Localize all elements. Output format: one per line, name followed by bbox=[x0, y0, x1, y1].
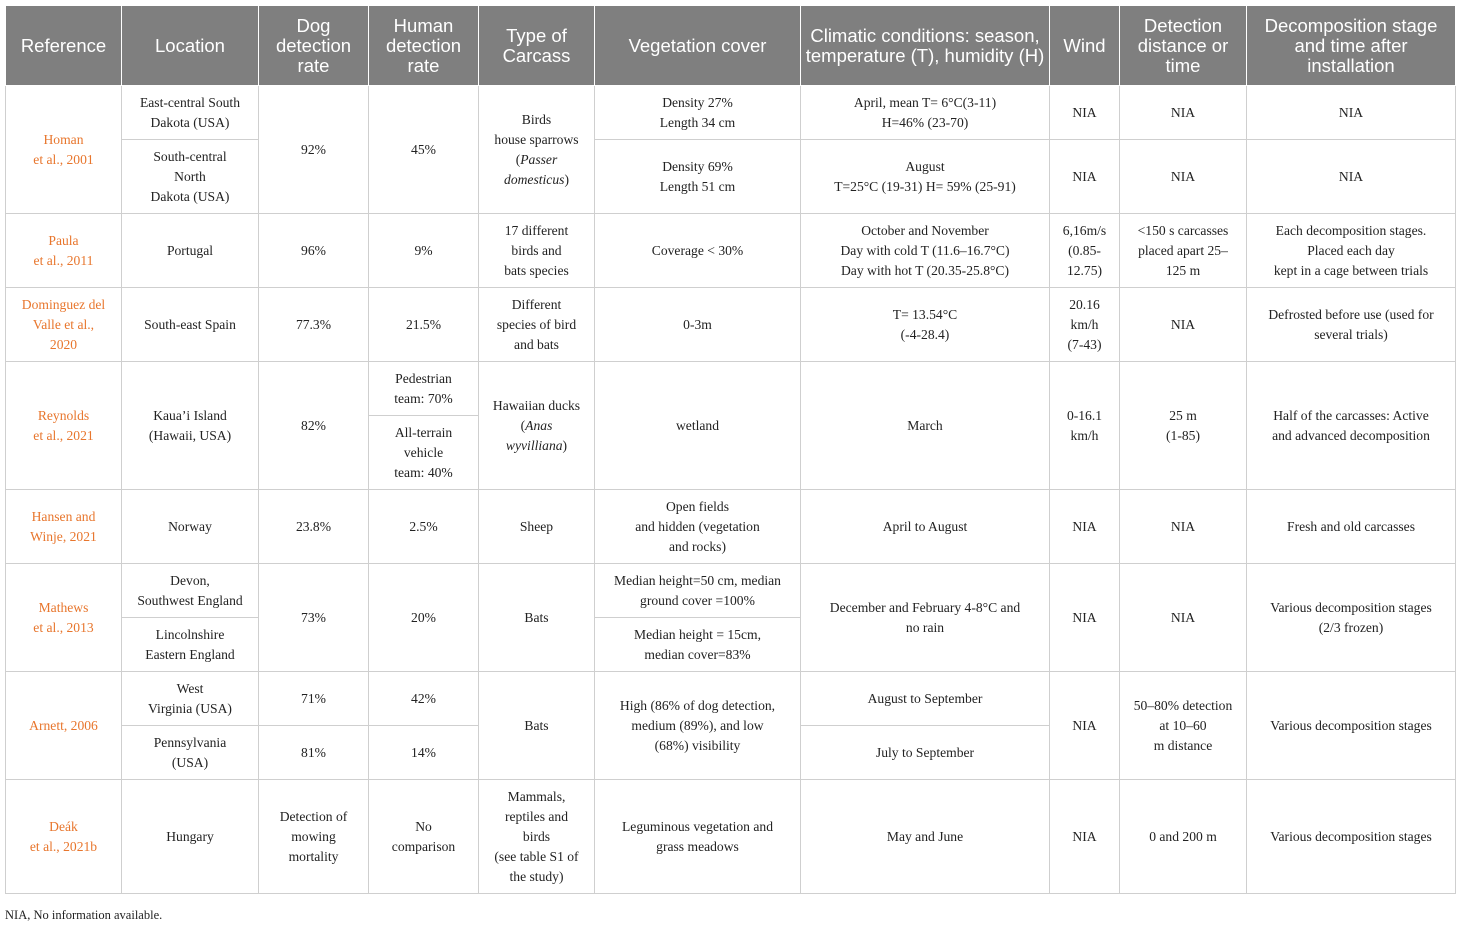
reference-cell: Paula et al., 2011 bbox=[6, 214, 122, 288]
location-cell: Devon, Southwest England bbox=[122, 564, 259, 618]
dog-rate-cell: 92% bbox=[259, 86, 369, 214]
header-reference: Reference bbox=[6, 6, 122, 86]
location-cell: Norway bbox=[122, 490, 259, 564]
header-carcass: Type of Carcass bbox=[479, 6, 595, 86]
reference-cell: Reynolds et al., 2021 bbox=[6, 362, 122, 490]
human-rate-cell: All-terrain vehicle team: 40% bbox=[369, 416, 479, 490]
human-rate-cell: 42% bbox=[369, 672, 479, 726]
header-wind: Wind bbox=[1050, 6, 1120, 86]
header-dog-rate: Dog detection rate bbox=[259, 6, 369, 86]
climate-cell: August T=25°C (19-31) H= 59% (25-91) bbox=[801, 140, 1050, 214]
wind-cell: 0-16.1 km/h bbox=[1050, 362, 1120, 490]
dog-rate-cell: 96% bbox=[259, 214, 369, 288]
dog-rate-cell: 73% bbox=[259, 564, 369, 672]
location-cell: Hungary bbox=[122, 780, 259, 894]
vegetation-cell: 0-3m bbox=[595, 288, 801, 362]
carcass-cell: Hawaiian ducks (Anas wyvilliana) bbox=[479, 362, 595, 490]
carcass-cell: Sheep bbox=[479, 490, 595, 564]
climate-cell: July to September bbox=[801, 726, 1050, 780]
table-row bbox=[6, 288, 1456, 362]
location-cell: South-central North Dakota (USA) bbox=[122, 140, 259, 214]
carcass-cell: Mammals, reptiles and birds (see table S1 of the study) bbox=[479, 780, 595, 894]
reference-cell: Mathews et al., 2013 bbox=[6, 564, 122, 672]
reference-cell: Hansen and Winje, 2021 bbox=[6, 490, 122, 564]
reference-cell: Dominguez del Valle et al., 2020 bbox=[6, 288, 122, 362]
human-rate-cell: 9% bbox=[369, 214, 479, 288]
vegetation-cell: Density 27% Length 34 cm bbox=[595, 86, 801, 140]
decomposition-cell: NIA bbox=[1247, 140, 1456, 214]
human-rate-cell: 2.5% bbox=[369, 490, 479, 564]
table-container bbox=[5, 5, 1455, 894]
table-row bbox=[6, 214, 1456, 288]
wind-cell: NIA bbox=[1050, 564, 1120, 672]
reference-cell: Deák et al., 2021b bbox=[6, 780, 122, 894]
carcass-cell: Bats bbox=[479, 564, 595, 672]
table-row bbox=[6, 362, 1456, 416]
dog-rate-cell: 82% bbox=[259, 362, 369, 490]
location-cell: South-east Spain bbox=[122, 288, 259, 362]
detection-cell: NIA bbox=[1120, 86, 1247, 140]
table-row bbox=[6, 490, 1456, 564]
detection-cell: NIA bbox=[1120, 490, 1247, 564]
location-cell: Lincolnshire Eastern England bbox=[122, 618, 259, 672]
climate-cell: December and February 4-8°C and no rain bbox=[801, 564, 1050, 672]
dog-rate-cell: 71% bbox=[259, 672, 369, 726]
dog-rate-cell: Detection of mowing mortality bbox=[259, 780, 369, 894]
human-rate-cell: 14% bbox=[369, 726, 479, 780]
reference-cell: Arnett, 2006 bbox=[6, 672, 122, 780]
table-row bbox=[6, 564, 1456, 618]
decomposition-cell: Various decomposition stages bbox=[1247, 672, 1456, 780]
human-rate-cell: 20% bbox=[369, 564, 479, 672]
dog-rate-cell: 77.3% bbox=[259, 288, 369, 362]
header-detection: Detection distance or time bbox=[1120, 6, 1247, 86]
header-human-rate: Human detection rate bbox=[369, 6, 479, 86]
climate-cell: March bbox=[801, 362, 1050, 490]
detection-cell: 0 and 200 m bbox=[1120, 780, 1247, 894]
wind-cell: NIA bbox=[1050, 140, 1120, 214]
decomposition-cell: Various decomposition stages (2/3 frozen) bbox=[1247, 564, 1456, 672]
header-vegetation: Vegetation cover bbox=[595, 6, 801, 86]
climate-cell: May and June bbox=[801, 780, 1050, 894]
decomposition-cell: Fresh and old carcasses bbox=[1247, 490, 1456, 564]
climate-cell: October and November Day with cold T (11.6–16.7°C) Day with hot T (20.35-25.8°C) bbox=[801, 214, 1050, 288]
vegetation-cell: Open fields and hidden (vegetation and rocks) bbox=[595, 490, 801, 564]
detection-cell: NIA bbox=[1120, 140, 1247, 214]
human-rate-cell: Pedestrian team: 70% bbox=[369, 362, 479, 416]
wind-cell: 6,16m/s (0.85- 12.75) bbox=[1050, 214, 1120, 288]
table-footnote: NIA, No information available. bbox=[5, 908, 163, 922]
vegetation-cell: Leguminous vegetation and grass meadows bbox=[595, 780, 801, 894]
climate-cell: August to September bbox=[801, 672, 1050, 726]
decomposition-cell: Each decomposition stages. Placed each day kept in a cage between trials bbox=[1247, 214, 1456, 288]
human-rate-cell: No comparison bbox=[369, 780, 479, 894]
dog-rate-cell: 81% bbox=[259, 726, 369, 780]
data-table bbox=[5, 5, 1456, 894]
reference-cell: Homan et al., 2001 bbox=[6, 86, 122, 214]
vegetation-cell: wetland bbox=[595, 362, 801, 490]
carcass-cell: 17 different birds and bats species bbox=[479, 214, 595, 288]
wind-cell: NIA bbox=[1050, 780, 1120, 894]
location-cell: Pennsylvania (USA) bbox=[122, 726, 259, 780]
human-rate-cell: 21.5% bbox=[369, 288, 479, 362]
vegetation-cell: Median height=50 cm, median ground cover =100% bbox=[595, 564, 801, 618]
vegetation-cell: Median height = 15cm, median cover=83% bbox=[595, 618, 801, 672]
carcass-cell: Birds house sparrows (Passer domesticus) bbox=[479, 86, 595, 214]
header-row bbox=[6, 6, 1456, 86]
carcass-cell: Bats bbox=[479, 672, 595, 780]
detection-cell: 25 m (1-85) bbox=[1120, 362, 1247, 490]
table-row bbox=[6, 86, 1456, 140]
decomposition-cell: Various decomposition stages bbox=[1247, 780, 1456, 894]
detection-cell: NIA bbox=[1120, 564, 1247, 672]
human-rate-cell: 45% bbox=[369, 86, 479, 214]
vegetation-cell: High (86% of dog detection, medium (89%), and low (68%) visibility bbox=[595, 672, 801, 780]
table-row bbox=[6, 780, 1456, 894]
vegetation-cell: Density 69% Length 51 cm bbox=[595, 140, 801, 214]
decomposition-cell: NIA bbox=[1247, 86, 1456, 140]
location-cell: West Virginia (USA) bbox=[122, 672, 259, 726]
header-climate: Climatic conditions: season, temperature (T), humidity (H) bbox=[801, 6, 1050, 86]
carcass-cell: Different species of bird and bats bbox=[479, 288, 595, 362]
wind-cell: NIA bbox=[1050, 86, 1120, 140]
vegetation-cell: Coverage < 30% bbox=[595, 214, 801, 288]
header-location: Location bbox=[122, 6, 259, 86]
table-row bbox=[6, 140, 1456, 214]
wind-cell: 20.16 km/h (7-43) bbox=[1050, 288, 1120, 362]
dog-rate-cell: 23.8% bbox=[259, 490, 369, 564]
decomposition-cell: Defrosted before use (used for several trials) bbox=[1247, 288, 1456, 362]
detection-cell: 50–80% detection at 10–60 m distance bbox=[1120, 672, 1247, 780]
wind-cell: NIA bbox=[1050, 672, 1120, 780]
location-cell: Portugal bbox=[122, 214, 259, 288]
table-row bbox=[6, 672, 1456, 726]
wind-cell: NIA bbox=[1050, 490, 1120, 564]
climate-cell: April to August bbox=[801, 490, 1050, 564]
location-cell: Kaua’i Island (Hawaii, USA) bbox=[122, 362, 259, 490]
header-decomposition: Decomposition stage and time after installation bbox=[1247, 6, 1456, 86]
climate-cell: T= 13.54°C (-4-28.4) bbox=[801, 288, 1050, 362]
climate-cell: April, mean T= 6°C(3-11) H=46% (23-70) bbox=[801, 86, 1050, 140]
detection-cell: NIA bbox=[1120, 288, 1247, 362]
detection-cell: <150 s carcasses placed apart 25– 125 m bbox=[1120, 214, 1247, 288]
location-cell: East-central South Dakota (USA) bbox=[122, 86, 259, 140]
decomposition-cell: Half of the carcasses: Active and advanced decomposition bbox=[1247, 362, 1456, 490]
